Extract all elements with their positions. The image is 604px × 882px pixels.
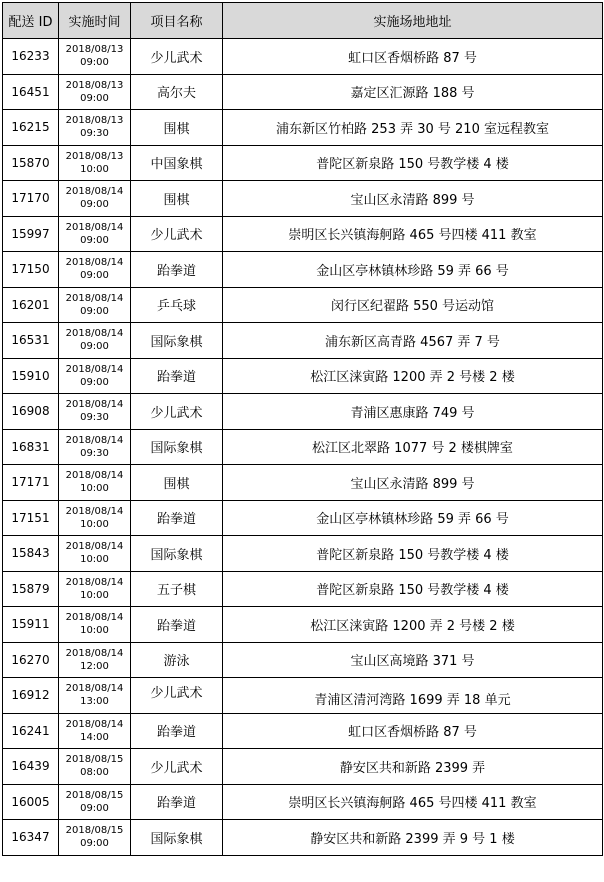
- table-row: [3, 39, 603, 75]
- cell-datetime: [59, 465, 131, 501]
- cell-project: 游泳: [131, 642, 223, 678]
- cell-date: 2018/08/14: [65, 434, 124, 446]
- cell-time: 10:00: [80, 483, 109, 495]
- cell-project: 少儿武术: [131, 394, 223, 430]
- cell-project: 围棋: [131, 181, 223, 217]
- cell-project: 少儿武术: [131, 216, 223, 252]
- table-row: [3, 323, 603, 359]
- cell-project: 围棋: [131, 465, 223, 501]
- cell-project: 围棋: [131, 110, 223, 146]
- cell-time: 10:00: [80, 589, 109, 601]
- cell-time: 10:00: [80, 554, 109, 566]
- cell-date: 2018/08/14: [65, 186, 124, 198]
- cell-project: 国际象棋: [131, 323, 223, 359]
- cell-address: 普陀区新泉路 150 号教学楼 4 楼: [223, 571, 603, 607]
- table-row: [3, 500, 603, 536]
- cell-time: 09:00: [80, 92, 109, 104]
- cell-project: 国际象棋: [131, 536, 223, 572]
- cell-project: 国际象棋: [131, 820, 223, 856]
- cell-address: 金山区亭林镇林珍路 59 弄 66 号: [223, 252, 603, 288]
- cell-datetime: [59, 500, 131, 536]
- cell-id: 16347: [3, 820, 59, 856]
- cell-datetime: [59, 252, 131, 288]
- cell-address: 松江区北翠路 1077 号 2 楼棋牌室: [223, 429, 603, 465]
- cell-id: 17150: [3, 252, 59, 288]
- cell-datetime: [59, 110, 131, 146]
- cell-project: 少儿武术: [131, 749, 223, 785]
- table-row: [3, 181, 603, 217]
- cell-project: 乒乓球: [131, 287, 223, 323]
- cell-address: 宝山区高境路 371 号: [223, 642, 603, 678]
- cell-id: 17171: [3, 465, 59, 501]
- cell-project: 五子棋: [131, 571, 223, 607]
- cell-datetime: [59, 39, 131, 75]
- cell-datetime: [59, 429, 131, 465]
- cell-time: 10:00: [80, 625, 109, 637]
- cell-address: 宝山区永清路 899 号: [223, 181, 603, 217]
- cell-date: 2018/08/13: [65, 44, 124, 56]
- cell-time: 13:00: [80, 696, 109, 708]
- cell-id: 16233: [3, 39, 59, 75]
- cell-address: 虹口区香烟桥路 87 号: [223, 713, 603, 749]
- cell-datetime: [59, 145, 131, 181]
- schedule-table: [2, 2, 603, 856]
- table-row: [3, 571, 603, 607]
- cell-id: 16241: [3, 713, 59, 749]
- cell-id: 16201: [3, 287, 59, 323]
- cell-datetime: [59, 181, 131, 217]
- cell-id: 15997: [3, 216, 59, 252]
- cell-project: 跆拳道: [131, 358, 223, 394]
- cell-time: 09:00: [80, 341, 109, 353]
- cell-time: 09:00: [80, 270, 109, 282]
- cell-date: 2018/08/14: [65, 328, 124, 340]
- cell-date: 2018/08/14: [65, 541, 124, 553]
- cell-id: 16439: [3, 749, 59, 785]
- cell-address: 金山区亭林镇林珍路 59 弄 66 号: [223, 500, 603, 536]
- cell-id: 16451: [3, 74, 59, 110]
- cell-datetime: [59, 784, 131, 820]
- cell-time: 08:00: [80, 767, 109, 779]
- cell-id: 15911: [3, 607, 59, 643]
- cell-datetime: [59, 820, 131, 856]
- cell-datetime: [59, 358, 131, 394]
- cell-project: 中国象棋: [131, 145, 223, 181]
- cell-date: 2018/08/14: [65, 470, 124, 482]
- cell-id: 15910: [3, 358, 59, 394]
- table-row: [3, 465, 603, 501]
- header-id: 配送 ID: [3, 3, 59, 39]
- table-row: [3, 394, 603, 430]
- header-row: [3, 3, 603, 39]
- table-row: [3, 749, 603, 785]
- cell-address: 虹口区香烟桥路 87 号: [223, 39, 603, 75]
- cell-datetime: [59, 287, 131, 323]
- cell-date: 2018/08/15: [65, 825, 124, 837]
- cell-id: 16912: [3, 678, 59, 714]
- table-row: [3, 678, 603, 714]
- table-row: [3, 145, 603, 181]
- cell-date: 2018/08/14: [65, 257, 124, 269]
- cell-address: 崇明区长兴镇海舸路 465 号四楼 411 教室: [223, 216, 603, 252]
- table-row: [3, 74, 603, 110]
- cell-datetime: [59, 749, 131, 785]
- cell-date: 2018/08/15: [65, 754, 124, 766]
- cell-address: 浦东新区高青路 4567 弄 7 号: [223, 323, 603, 359]
- header-time: 实施时间: [59, 3, 131, 39]
- cell-date: 2018/08/14: [65, 718, 124, 730]
- cell-time: 09:00: [80, 57, 109, 69]
- table-row: [3, 287, 603, 323]
- cell-date: 2018/08/14: [65, 363, 124, 375]
- table-row: [3, 713, 603, 749]
- cell-id: 16005: [3, 784, 59, 820]
- cell-project: 跆拳道: [131, 713, 223, 749]
- cell-id: 15843: [3, 536, 59, 572]
- table-row: [3, 784, 603, 820]
- cell-address: 普陀区新泉路 150 号教学楼 4 楼: [223, 145, 603, 181]
- cell-time: 09:30: [80, 412, 109, 424]
- cell-date: 2018/08/14: [65, 292, 124, 304]
- cell-time: 10:00: [80, 518, 109, 530]
- table-row: [3, 429, 603, 465]
- cell-id: 16215: [3, 110, 59, 146]
- cell-id: 16831: [3, 429, 59, 465]
- cell-date: 2018/08/14: [65, 683, 124, 695]
- cell-project: 跆拳道: [131, 607, 223, 643]
- table-row: [3, 216, 603, 252]
- cell-datetime: [59, 607, 131, 643]
- table-row: [3, 536, 603, 572]
- cell-time: 09:00: [80, 376, 109, 388]
- cell-datetime: [59, 713, 131, 749]
- cell-datetime: [59, 216, 131, 252]
- cell-project: 跆拳道: [131, 500, 223, 536]
- cell-address: 松江区涞寅路 1200 弄 2 号楼 2 楼: [223, 607, 603, 643]
- header-address: 实施场地地址: [223, 3, 603, 39]
- cell-address: 静安区共和新路 2399 弄: [223, 749, 603, 785]
- cell-datetime: [59, 642, 131, 678]
- cell-id: 16270: [3, 642, 59, 678]
- cell-project: 国际象棋: [131, 429, 223, 465]
- cell-date: 2018/08/13: [65, 79, 124, 91]
- cell-date: 2018/08/13: [65, 150, 124, 162]
- cell-time: 09:30: [80, 128, 109, 140]
- cell-address: 崇明区长兴镇海舸路 465 号四楼 411 教室: [223, 784, 603, 820]
- cell-time: 09:00: [80, 234, 109, 246]
- cell-date: 2018/08/13: [65, 115, 124, 127]
- cell-address: 嘉定区汇源路 188 号: [223, 74, 603, 110]
- cell-date: 2018/08/14: [65, 576, 124, 588]
- cell-address: 浦东新区竹柏路 253 弄 30 号 210 室远程教室: [223, 110, 603, 146]
- cell-datetime: [59, 536, 131, 572]
- table-row: [3, 607, 603, 643]
- cell-datetime: [59, 571, 131, 607]
- cell-date: 2018/08/14: [65, 612, 124, 624]
- cell-project: 跆拳道: [131, 252, 223, 288]
- header-project: 项目名称: [131, 3, 223, 39]
- cell-id: 15870: [3, 145, 59, 181]
- cell-time: 09:00: [80, 838, 109, 850]
- cell-time: 09:00: [80, 305, 109, 317]
- cell-address: 青浦区清河湾路 1699 弄 18 单元: [223, 678, 603, 714]
- cell-time: 12:00: [80, 660, 109, 672]
- cell-address: 松江区涞寅路 1200 弄 2 号楼 2 楼: [223, 358, 603, 394]
- cell-time: 09:00: [80, 199, 109, 211]
- cell-date: 2018/08/14: [65, 221, 124, 233]
- cell-time: 10:00: [80, 163, 109, 175]
- cell-id: 16531: [3, 323, 59, 359]
- cell-time: 09:30: [80, 447, 109, 459]
- cell-time: 09:00: [80, 802, 109, 814]
- cell-datetime: [59, 394, 131, 430]
- cell-project: 少儿武术: [131, 39, 223, 75]
- cell-id: 16908: [3, 394, 59, 430]
- cell-address: 青浦区惠康路 749 号: [223, 394, 603, 430]
- cell-address: 静安区共和新路 2399 弄 9 号 1 楼: [223, 820, 603, 856]
- cell-project: 高尔夫: [131, 74, 223, 110]
- table-row: [3, 252, 603, 288]
- table-row: [3, 642, 603, 678]
- cell-datetime: [59, 678, 131, 714]
- cell-id: 15879: [3, 571, 59, 607]
- cell-date: 2018/08/14: [65, 647, 124, 659]
- cell-address: 闵行区纪翟路 550 号运动馆: [223, 287, 603, 323]
- cell-project: 少儿武术: [131, 678, 223, 714]
- cell-datetime: [59, 74, 131, 110]
- cell-id: 17151: [3, 500, 59, 536]
- cell-time: 14:00: [80, 731, 109, 743]
- table-row: [3, 110, 603, 146]
- cell-address: 普陀区新泉路 150 号教学楼 4 楼: [223, 536, 603, 572]
- cell-address: 宝山区永清路 899 号: [223, 465, 603, 501]
- cell-date: 2018/08/14: [65, 505, 124, 517]
- cell-datetime: [59, 323, 131, 359]
- table-row: [3, 820, 603, 856]
- cell-date: 2018/08/14: [65, 399, 124, 411]
- cell-project: 跆拳道: [131, 784, 223, 820]
- cell-id: 17170: [3, 181, 59, 217]
- table-row: [3, 358, 603, 394]
- cell-date: 2018/08/15: [65, 789, 124, 801]
